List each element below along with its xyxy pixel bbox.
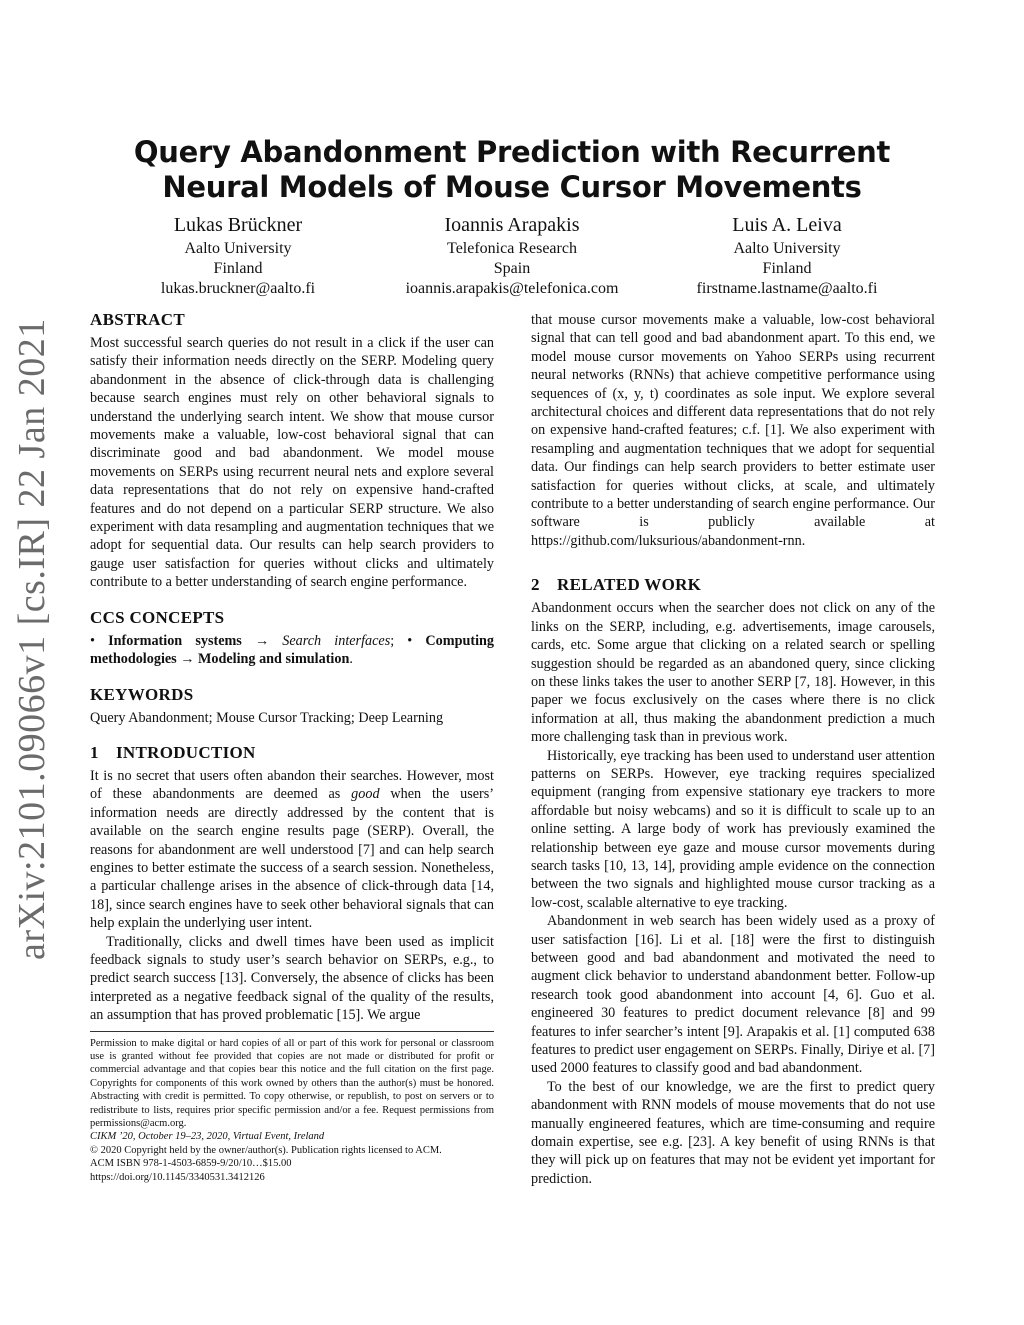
abstract-text: Most successful search queries do not result in a click if the user can satisfy their information needs directly on the SERP. Modeling query abandonment in the absence of click-through data is challenging because search engines must rely on other behavioral signals to understand the underlying search intent. We show that mouse cursor movements make a valuable, low-cost behavioral signal that can discriminate good and bad abandonment. We model mouse movements on SERPs using recurrent neural nets and explore several data representations that do not rely on expensive hand-crafted features and do not depend on a particular SERP structure. We also experiment with data resampling and augmentation techniques that we adopt for sequential data. Our results can help search providers to gauge user satisfaction for queries without clicks and ultimately contribute to a better understanding of search engine performance. xyxy=(90,335,494,591)
author-email[interactable]: ioannis.arapakis@telefonica.com xyxy=(405,280,619,297)
footnote-rule xyxy=(90,1031,494,1032)
intro-paragraph: Traditionally, clicks and dwell times have been used as implicit feedback signals to study user’s search behavior on SERPs, e.g., to predict search success [13]. Conversely, the absence of clicks has been interpreted as a negative feedback signal of the quality of the results, an assumption that has proved problematic [15]. We argue xyxy=(90,933,494,1024)
text-run: when the users’ information needs are directly addressed by the content that is available on the search engine results page (SERP). Overall, the reasons for abandonment are well understood [7] and can help search engines to better estimate the success of a search session. Nonetheless, a particular challenge arises in the absence of click-through data [14, 18], since search engines have to seek other behavioral signals that can help explain the underlying user intent. xyxy=(90,786,494,932)
intro-paragraph xyxy=(90,767,494,933)
doi-link[interactable]: https://doi.org/10.1145/3340531.3412126 xyxy=(90,1171,265,1183)
copyright-notice: © 2020 Copyright held by the owner/author(s). Publication rights licensed to ACM. xyxy=(90,1144,442,1156)
author-name: Lukas Brückner xyxy=(173,214,303,236)
ccs-separator: ; • xyxy=(390,632,426,649)
section-number: 1 xyxy=(90,742,99,762)
author-affiliation: Aalto University xyxy=(733,240,841,257)
ccs-end: . xyxy=(349,651,353,668)
text-run: good xyxy=(351,786,380,803)
author-affiliation: Telefonica Research xyxy=(447,240,577,257)
permission-notice: Permission to make digital or hard copies of all or part of this work for personal or classroom use is granted without fee provided that copies are not made or distributed for profit or commercial advantage and that copies bear this notice and the full citation on the first page. Copyrights for components of this work owned by others than the author(s) must be honored. Abstracting with credit is permitted. To copy otherwise, or republish, to post on servers or to redistribute to lists, requires prior specific permission and/or a fee. Request permissions from permissions@acm.org. xyxy=(90,1037,494,1130)
footnote xyxy=(90,1037,494,1184)
author-email[interactable]: lukas.bruckner@aalto.fi xyxy=(160,280,316,297)
ccs-item: Search interfaces xyxy=(282,632,391,649)
intro-heading xyxy=(90,742,494,764)
author-country: Finland xyxy=(762,260,812,277)
section-title: INTRODUCTION xyxy=(116,742,256,762)
author-email[interactable]: firstname.lastname@aalto.fi xyxy=(696,280,878,297)
keywords-heading: KEYWORDS xyxy=(90,684,194,704)
intro-paragraph-continued: that mouse cursor movements make a valuable, low-cost behavioral signal that can tell good and bad abandonment apart. To this end, we model mouse cursor movements on Yahoo SERPs using recurrent neural networks (RNNs) that achieve competitive performance using sequences of (x, y, t) coordinates as sole input. We explore several architectural choices and different data representations that do not rely on expensive hand-crafted features; c.f. [1]. We also experiment with resampling and augmentation techniques that we adopt for sequential data. Our findings can help search providers to better estimate user satisfaction for queries without clicks, at scale, and ultimately contribute to a better understanding of search engine performance. Our software is publicly available at https://github.com/luksurious/abandonment-rnn. xyxy=(531,312,935,549)
author-block xyxy=(637,213,937,299)
arxiv-stamp: arXiv:2101.09066v1 [cs.IR] 22 Jan 2021 xyxy=(11,318,53,960)
abstract-heading: ABSTRACT xyxy=(90,310,185,329)
right-column xyxy=(531,311,935,1188)
left-column xyxy=(90,309,494,1184)
keywords-text: Query Abandonment; Mouse Cursor Tracking; Deep Learning xyxy=(90,709,444,726)
ccs-item: Computing methodologies → Modeling and simulation xyxy=(90,632,494,668)
related-paragraph: To the best of our knowledge, we are the first to predict query abandonment with RNN models of mouse movements that do not use manually engineered features, which are time-consuming and require domain expertise, see e.g. [23]. A key benefit of using RNNs is that they will pick up on features that may not be evident yet important for prediction. xyxy=(531,1078,935,1187)
author-block xyxy=(362,213,662,299)
ccs-concepts: • Information systems → Search interfaces; • Computing methodologies → Modeling and simulation. xyxy=(90,632,494,668)
author-block xyxy=(88,213,388,299)
author-name: Luis A. Leiva xyxy=(732,214,842,236)
related-paragraph: Historically, eye tracking has been used to understand user attention patterns on SERPs. However, eye tracking requires specialized equipment (ranging from expensive stationary eye trackers to more affordable but noisy webcams) and so it is difficult to scale up to an online setting. A large body of work has previously examined the relationship between eye gaze and mouse cursor movements during search tasks [10, 13, 14], providing ample evidence on the connection between the two signals and highlighted mouse cursor tracking as a low-cost, scalable alternative to eye tracking. xyxy=(531,747,935,911)
author-country: Finland xyxy=(213,260,263,277)
paper-title: Query Abandonment Prediction with Recurrent Neural Models of Mouse Cursor Movements xyxy=(133,135,891,204)
conference-info: CIKM ’20, October 19–23, 2020, Virtual Event, Ireland xyxy=(90,1131,325,1143)
related-paragraph: Abandonment in web search has been widely used as a proxy of user satisfaction [16]. Li et al. [18] were the first to distinguish between good and bad abandonment and motivated the need to augment click behavior to understand abandonment better. Follow-up research took good abandonment into account [4, 6]. Guo et al. engineered 30 features to predict document relevance [8] and 99 features to infer searcher’s intent [9]. Arapakis et al. [1] computed 638 features to predict user engagement on SERPs. Finally, Diriye et al. [7] used 2000 features to classify good and bad abandonment. xyxy=(531,913,935,1077)
related-heading xyxy=(531,574,935,596)
author-name: Ioannis Arapakis xyxy=(444,214,580,236)
author-affiliation: Aalto University xyxy=(184,240,292,257)
related-paragraph: Abandonment occurs when the searcher does not click on any of the links on the SERP, including, e.g. advertisements, image carousels, cards, etc. Some argue that clicking on a related search or spelling suggestion should be regarded as an abandoned query, since clicking on these links takes the user to another SERP [7, 18]. However, in this paper we focus exclusively on the cases where there is no click information at all, thus making the abandonment prediction a much more challenging task than in previous work. xyxy=(531,600,935,746)
ccs-heading: CCS CONCEPTS xyxy=(90,607,225,627)
isbn: ACM ISBN 978-1-4503-6859-9/20/10…$15.00 xyxy=(90,1158,292,1170)
section-title: RELATED WORK xyxy=(557,575,702,595)
author-country: Spain xyxy=(493,260,531,277)
text-run: It is no secret that users often abandon their searches. However, most of these abandonments are deemed as xyxy=(90,767,494,803)
ccs-arrow: → xyxy=(241,632,283,649)
section-number: 2 xyxy=(531,575,540,595)
ccs-item: Information systems xyxy=(108,632,242,649)
